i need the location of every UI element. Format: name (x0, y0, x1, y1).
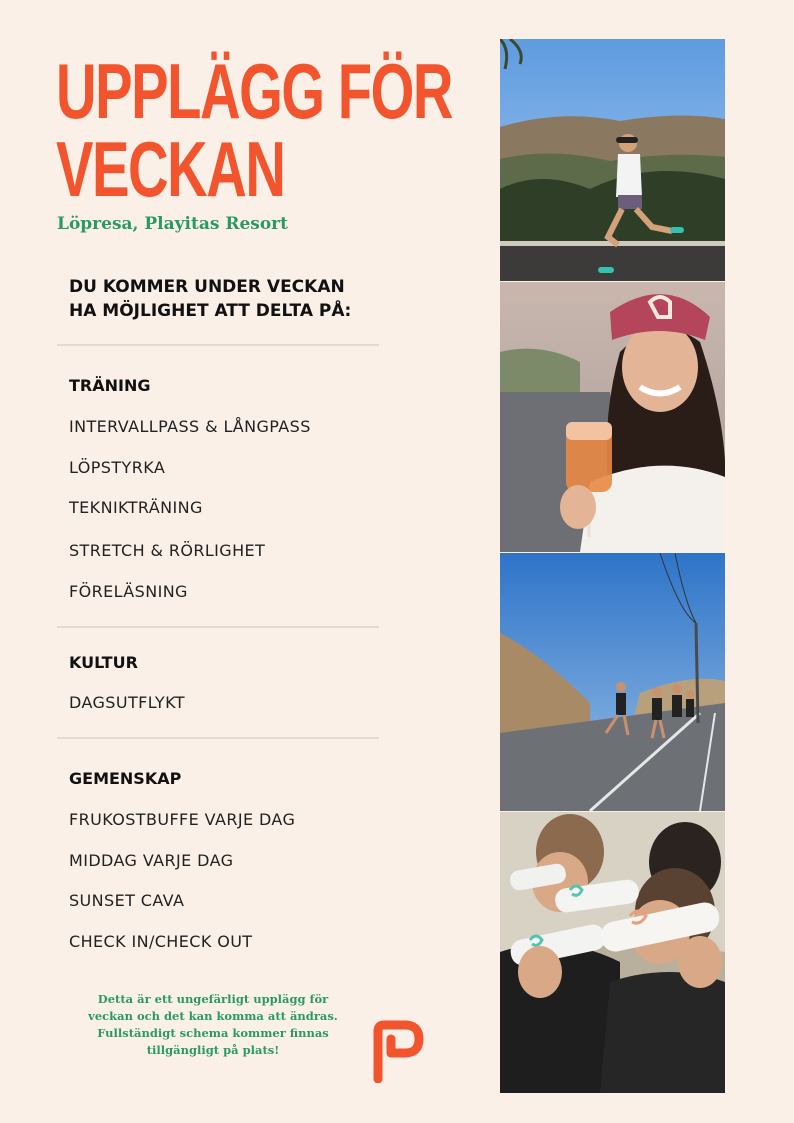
photo-runners-road (500, 553, 725, 811)
list-item: STRETCH & RÖRLIGHET (69, 541, 266, 560)
list-item: LÖPSTYRKA (69, 458, 166, 477)
page-title (56, 47, 453, 213)
note-line: tillgängligt på plats! (146, 1043, 280, 1057)
disclaimer-note (78, 991, 348, 1059)
subtitle: Löpresa, Playitas Resort (57, 214, 288, 234)
section-heading-community: GEMENSKAP (69, 769, 182, 788)
intro-text (69, 275, 389, 323)
divider (57, 737, 379, 739)
note-line: Fullständigt schema kommer finnas (97, 1026, 329, 1040)
list-item: DAGSUTFLYKT (69, 693, 185, 712)
photo-runner (500, 39, 725, 281)
intro-line-1: DU KOMMER UNDER VECKAN (69, 277, 345, 297)
list-item: CHECK IN/CHECK OUT (69, 932, 253, 951)
brand-logo (367, 1017, 427, 1087)
title-line-1: UPPLÄGG FÖR (56, 47, 453, 135)
section-heading-culture: KULTUR (69, 653, 138, 672)
photo-bottles-group (500, 812, 725, 1093)
list-item: FRUKOSTBUFFE VARJE DAG (69, 810, 296, 829)
list-item: MIDDAG VARJE DAG (69, 851, 234, 870)
section-heading-training: TRÄNING (69, 376, 151, 395)
divider (57, 344, 379, 346)
intro-line-2: HA MÖJLIGHET ATT DELTA PÅ: (69, 301, 352, 321)
photo-woman-drink (500, 282, 725, 552)
list-item: TEKNIKTRÄNING (69, 498, 203, 517)
list-item: INTERVALLPASS & LÅNGPASS (69, 417, 311, 436)
note-line: veckan och det kan komma att ändras. (88, 1009, 338, 1023)
list-item: SUNSET CAVA (69, 891, 185, 910)
note-line: Detta är ett ungefärligt upplägg för (97, 992, 329, 1006)
list-item: FÖRELÄSNING (69, 582, 188, 601)
title-line-2: VECKAN (56, 125, 285, 213)
divider (57, 626, 379, 628)
